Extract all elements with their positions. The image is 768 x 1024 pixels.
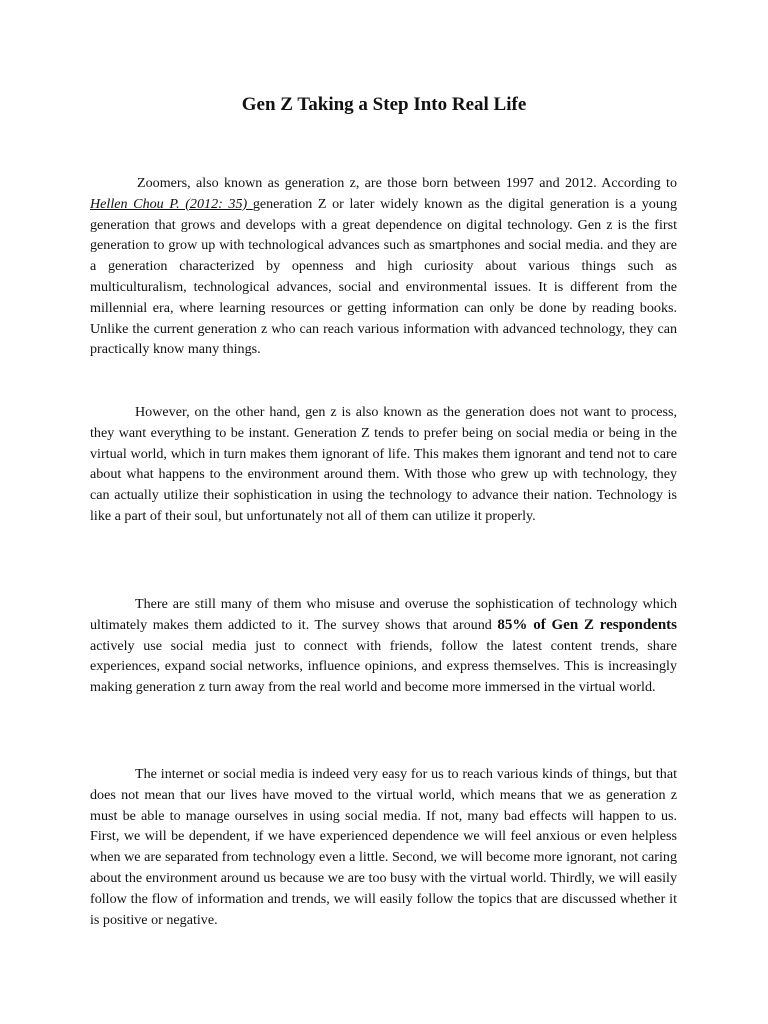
paragraph-2-text: However, on the other hand, gen z is also known as the generation does not want to process, they want everything to be instant. Generation Z tends to prefer being on social media or being in the virtual world, which in turn makes them ignorant of life. This makes them ignorant and tend not to care about what happens to the environment around them. With those who grew up with technology, they can actually utilize their sophistication in using the technology to advance their nation. Technology is like a part of their soul, but unfortunately not all of them can utilize it properly. [90, 404, 677, 524]
paragraph-4-text: The internet or social media is indeed very easy for us to reach various kinds of things, but that does not mean that our lives have moved to the virtual world, which means that we as generation z must be able to manage ourselves in using social media. If not, many bad effects will happen to us. First, we will be dependent, if we have experienced dependence we will feel anxious or even helpless when we are separated from technology even a little. Second, we will become more ignorant, not caring about the environment around us because we are too busy with the virtual world. Thirdly, we will easily follow the flow of information and trends, we will easily follow the topics that are discussed whether it is positive or negative. [90, 766, 677, 928]
paragraph-3-body: actively use social media just to connect with friends, follow the latest content trends, share experiences, expand social networks, influence opinions, and express themselves. This is increasingly making generation z turn away from the real world and become more immersed in the virtual world. [90, 637, 677, 696]
survey-statistic: 85% of Gen Z respondents [497, 616, 677, 633]
citation-link[interactable]: Hellen Chou P. (2012: 35) [90, 195, 253, 212]
paragraph-3-intro: There are still many of them who misuse and overuse the sophistication of technology which ultimately makes them addicted to it. The survey shows that around [90, 596, 677, 633]
paragraph-4 [90, 764, 677, 930]
paragraph-1-body: generation Z or later widely known as the digital generation is a young generation that grows and develops with a great dependence on digital technology. Gen z is the first generation to grow up with technological advances such as smartphones and social media. and they are a generation characterized by openness and high curiosity about various things such as multiculturalism, technological advances, social and environmental issues. It is different from the millennial era, where learning resources or getting information can only be done by reading books. Unlike the current generation z who can reach various information with advanced technology, they can practically know many things. [90, 195, 677, 358]
paragraph-1 [90, 173, 677, 360]
paragraph-1-intro: Zoomers, also known as generation z, are those born between 1997 and 2012. According to [137, 175, 677, 191]
paragraph-3 [90, 594, 677, 698]
document-title: Gen Z Taking a Step Into Real Life [241, 94, 527, 115]
paragraph-2 [90, 402, 677, 527]
